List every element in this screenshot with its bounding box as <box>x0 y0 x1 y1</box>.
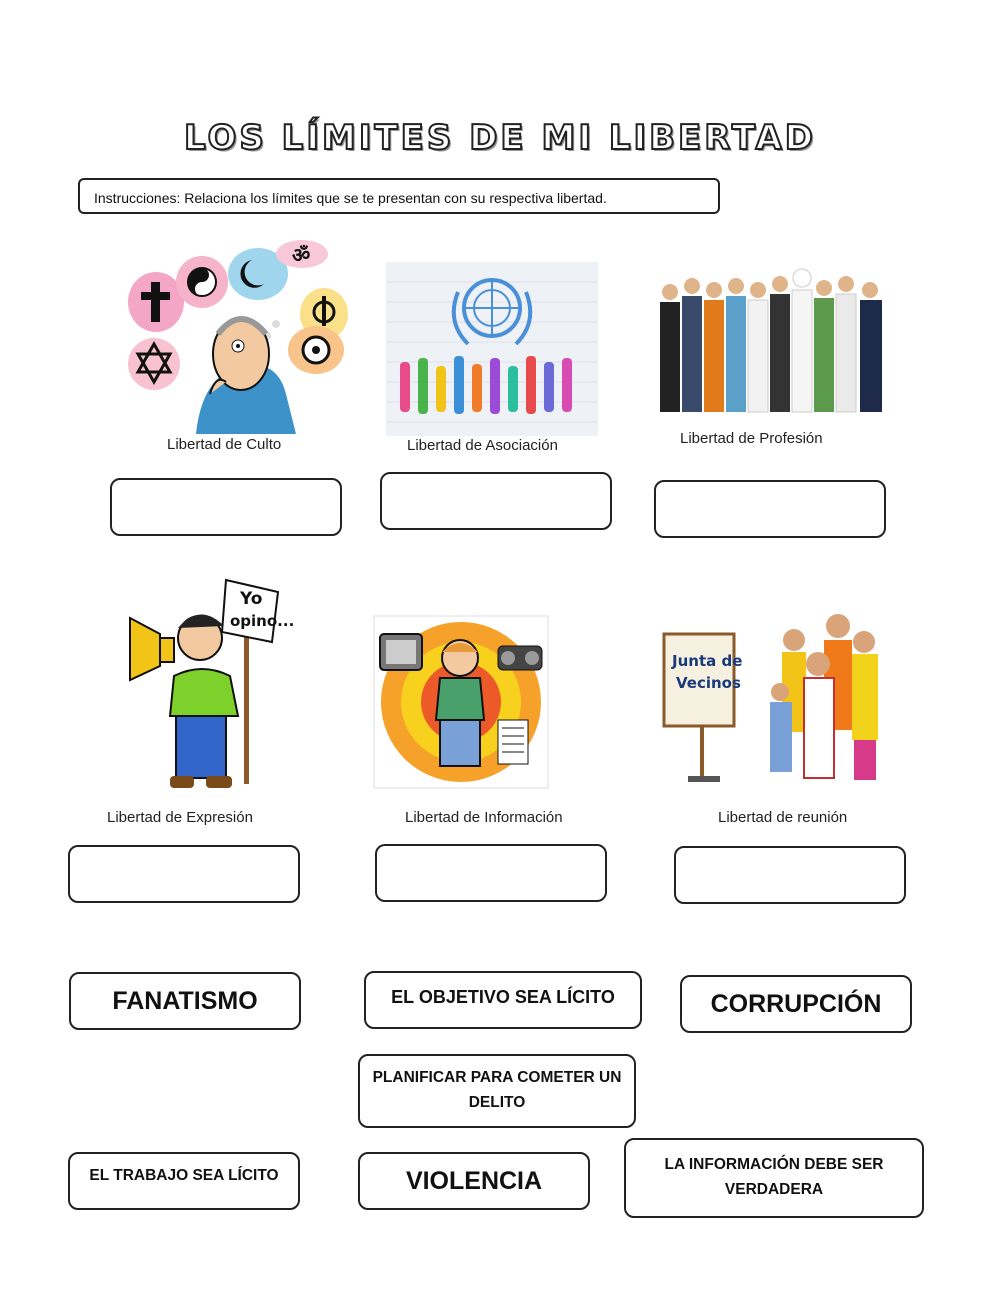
limit-card-objetivo-licito[interactable]: EL OBJETIVO SEA LÍCITO <box>364 971 642 1029</box>
limit-card-corrupcion[interactable]: CORRUPCIÓN <box>680 975 912 1033</box>
limit-card-violencia[interactable]: VIOLENCIA <box>358 1152 590 1210</box>
caption-reunion: Libertad de reunión <box>718 809 848 826</box>
answer-box-expresion[interactable] <box>68 845 300 903</box>
limit-card-fanatismo[interactable]: FANATISMO <box>69 972 301 1030</box>
svg-text:Vecinos: Vecinos <box>676 674 741 692</box>
svg-text:ॐ: ॐ <box>292 243 311 267</box>
svg-text:Junta de: Junta de <box>672 652 743 670</box>
answer-box-informacion[interactable] <box>375 844 607 902</box>
neighbors-meeting-icon <box>660 612 888 788</box>
caption-culto: Libertad de Culto <box>167 436 282 453</box>
caption-informacion: Libertad de Información <box>405 809 563 826</box>
limit-card-planificar-delito[interactable]: PLANIFICAR PARA COMETER UN DELITO <box>358 1054 636 1128</box>
answer-box-asociacion[interactable] <box>380 472 612 530</box>
megaphone-protester-icon <box>126 576 295 802</box>
answer-box-profesion[interactable] <box>654 480 886 538</box>
answer-box-reunion[interactable] <box>674 846 906 904</box>
answer-box-culto[interactable] <box>110 478 342 536</box>
caption-profesion: Libertad de Profesión <box>680 430 823 447</box>
un-assembly-icon <box>386 262 598 436</box>
professionals-group-icon <box>656 262 890 418</box>
limit-card-trabajo-licito[interactable]: EL TRABAJO SEA LÍCITO <box>68 1152 300 1210</box>
caption-asociacion: Libertad de Asociación <box>407 437 558 454</box>
worksheet-title: LOS LÍMITES DE MI LIBERTAD <box>183 118 817 158</box>
caption-expresion: Libertad de Expresión <box>107 809 253 826</box>
svg-text:opino...: opino... <box>230 612 295 630</box>
media-boy-icon <box>374 616 548 788</box>
instructions-box: Instrucciones: Relaciona los límites que se te presentan con su respectiva libertad. <box>78 178 720 214</box>
svg-text:Yo: Yo <box>240 589 263 609</box>
limit-card-informacion-verdadera[interactable]: LA INFORMACIÓN DEBE SER VERDADERA <box>624 1138 924 1218</box>
religion-thinker-icon <box>126 244 348 434</box>
